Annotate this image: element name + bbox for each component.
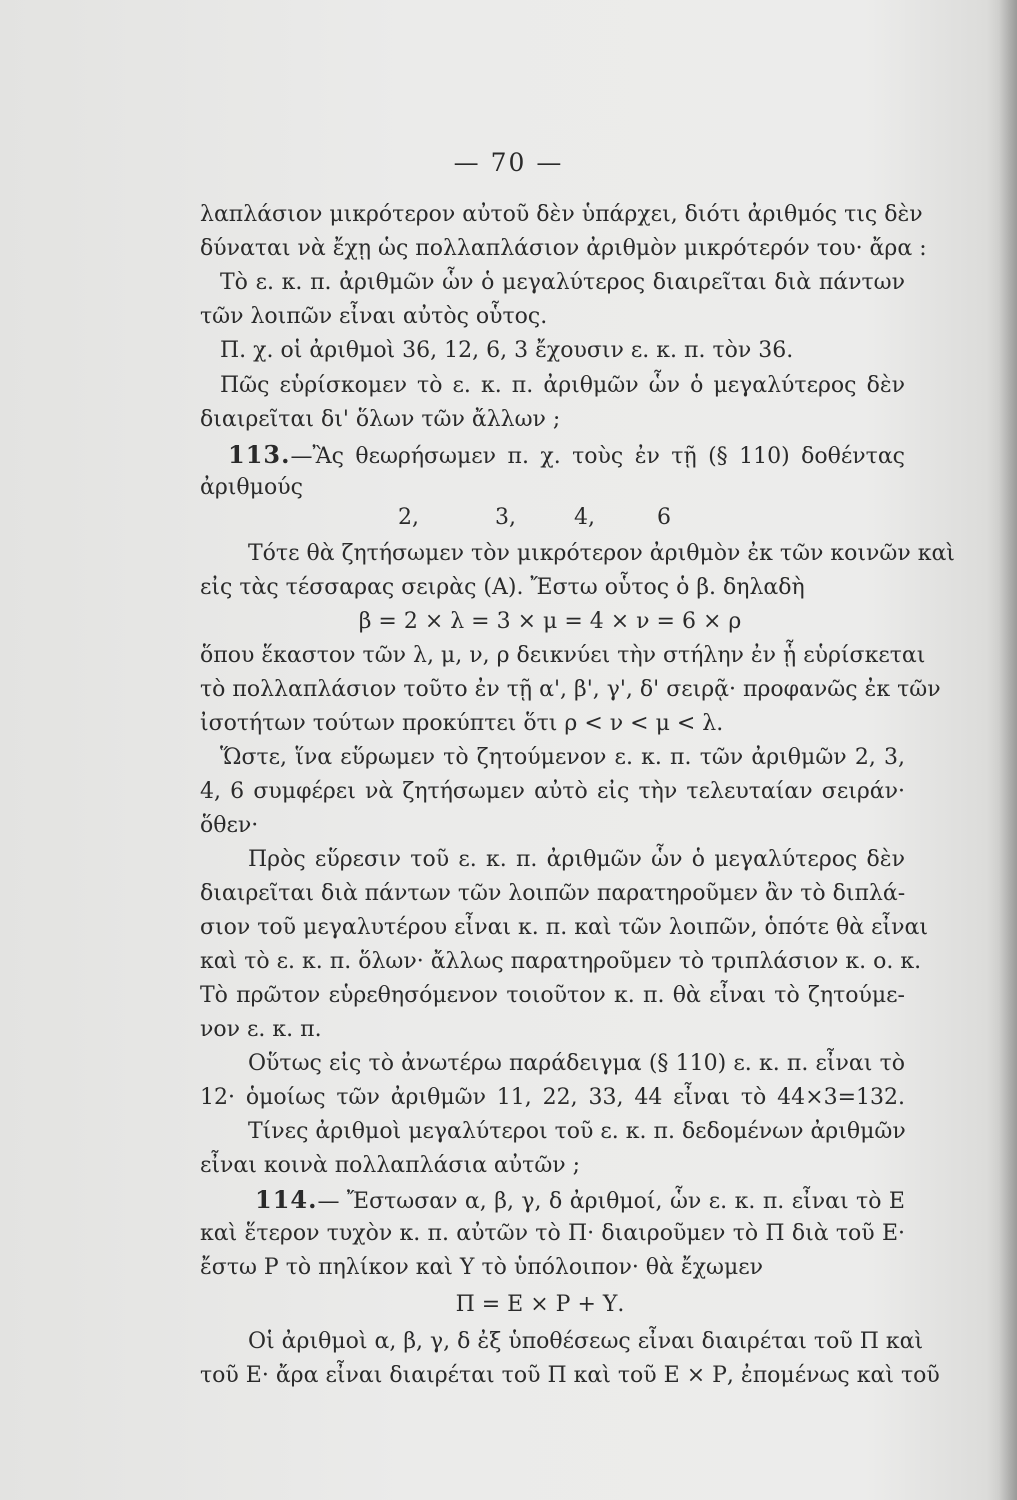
text-line: Πῶς εὑρίσκομεν τὸ ε. κ. π. ἀριθμῶν ὧν ὁ μεγαλύτερος δὲν — [220, 373, 905, 398]
text-line: τοῦ Ε· ἄρα εἶναι διαιρέται τοῦ Π καὶ τοῦ Ε × Ρ, ἐπομένως καὶ τοῦ — [200, 1363, 940, 1388]
text-line: ἰσοτήτων τούτων προκύπτει ὅτι ρ < ν < μ < λ. — [200, 711, 724, 736]
text-line: καὶ ἕτερον τυχὸν κ. π. αὐτῶν τὸ Π· διαιροῦμεν τὸ Π διὰ τοῦ Ε· — [200, 1221, 905, 1246]
page-edge-shadow — [999, 0, 1017, 1500]
number-3: 3, — [495, 505, 516, 530]
text-line: εἰς τὰς τέσσαρας σειρὰς (Α). Ἔστω οὗτος ὁ β. δηλαδὴ — [200, 575, 805, 600]
text-line: 12· ὁμοίως τῶν ἀριθμῶν 11, 22, 33, 44 εἶναι τὸ 44×3=132. — [200, 1085, 905, 1110]
section-number: 113. — [228, 440, 291, 469]
text-line: τῶν λοιπῶν εἶναι αὐτὸς οὗτος. — [200, 304, 548, 329]
text-line: Τὸ ε. κ. π. ἀριθμῶν ὧν ὁ μεγαλύτερος διαιρεῖται διὰ πάντων — [220, 270, 905, 295]
text-line: ἔστω Ρ τὸ πηλίκον καὶ Υ τὸ ὑπόλοιπον· θὰ ἔχωμεν — [200, 1255, 764, 1280]
text-line: εἶναι κοινὰ πολλαπλάσια αὐτῶν ; — [200, 1153, 581, 1178]
text-line: Π. χ. οἱ ἀριθμοὶ 36, 12, 6, 3 ἔχουσιν ε. κ. π. τὸν 36. — [220, 338, 794, 363]
text-line: τὸ πολλαπλάσιον τοῦτο ἐν τῇ α', β', γ', δ' σειρᾷ· προφανῶς ἐκ τῶν — [200, 677, 941, 702]
text-line: λαπλάσιον μικρότερον αὐτοῦ δὲν ὑπάρχει, διότι ἀριθμός τις δὲν — [200, 202, 923, 227]
text-line: Οὕτως εἰς τὸ ἀνωτέρω παράδειγμα (§ 110) ε. κ. π. εἶναι τὸ — [248, 1051, 905, 1076]
text-line: Τίνες ἀριθμοὶ μεγαλύτεροι τοῦ ε. κ. π. δεδομένων ἀριθμῶν — [248, 1119, 906, 1144]
text-line: Τὸ πρῶτον εὑρεθησόμενον τοιοῦτον κ. π. θὰ εἶναι τὸ ζητούμε- — [200, 983, 905, 1008]
text-line: 4, 6 συμφέρει νὰ ζητήσωμεν αὐτὸ εἰς τὴν τελευταίαν σειράν· — [200, 779, 905, 804]
section-number: 114. — [255, 1185, 318, 1214]
text-line: Πρὸς εὕρεσιν τοῦ ε. κ. π. ἀριθμῶν ὧν ὁ μεγαλύτερος δὲν — [248, 847, 905, 872]
equation: Π = Ε × Ρ + Υ. — [455, 1292, 625, 1317]
section-113-line: 113.—Ἂς θεωρήσωμεν π. χ. τοὺς ἐν τῇ (§ 110) δοθέντας — [228, 440, 905, 469]
text-line: σιον τοῦ μεγαλυτέρου εἶναι κ. π. καὶ τῶν λοιπῶν, ὁπότε θὰ εἶναι — [200, 915, 928, 940]
number-4: 4, — [574, 505, 595, 530]
text-line: διαιρεῖται διὰ πάντων τῶν λοιπῶν παρατηροῦμεν ἂν τὸ διπλά- — [200, 881, 906, 906]
text-line: Τότε θὰ ζητήσωμεν τὸν μικρότερον ἀριθμὸν ἐκ τῶν κοινῶν καὶ — [248, 541, 955, 566]
section-114-line: 114.— Ἔστωσαν α, β, γ, δ ἀριθμοί, ὧν ε. κ. π. εἶναι τὸ Ε — [255, 1185, 905, 1214]
text-line: ἀριθμούς — [200, 475, 303, 500]
text-line: ὅθεν· — [200, 813, 259, 838]
text-line: διαιρεῖται δι' ὅλων τῶν ἄλλων ; — [200, 407, 561, 432]
page-number: — 70 — — [453, 148, 564, 177]
number-6: 6 — [657, 505, 671, 530]
text-line: νον ε. κ. π. — [200, 1017, 322, 1042]
text-line: δύναται νὰ ἔχῃ ὡς πολλαπλάσιον ἀριθμὸν μικρότερόν του· ἄρα : — [200, 236, 927, 261]
text-line: Ὥστε, ἵνα εὕρωμεν τὸ ζητούμενον ε. κ. π. τῶν ἀριθμῶν 2, 3, — [220, 745, 905, 770]
number-2: 2, — [398, 505, 419, 530]
text-line: ὅπου ἕκαστον τῶν λ, μ, ν, ρ δεικνύει τὴν στήλην ἐν ᾗ εὑρίσκεται — [200, 643, 926, 668]
text-line: καὶ τὸ ε. κ. π. ὅλων· ἄλλως παρατηροῦμεν τὸ τριπλάσιον κ. ο. κ. — [200, 949, 922, 974]
equation: β = 2 × λ = 3 × μ = 4 × ν = 6 × ρ — [358, 609, 742, 634]
text-line: Οἱ ἀριθμοὶ α, β, γ, δ ἐξ ὑποθέσεως εἶναι διαιρέται τοῦ Π καὶ — [248, 1329, 924, 1354]
